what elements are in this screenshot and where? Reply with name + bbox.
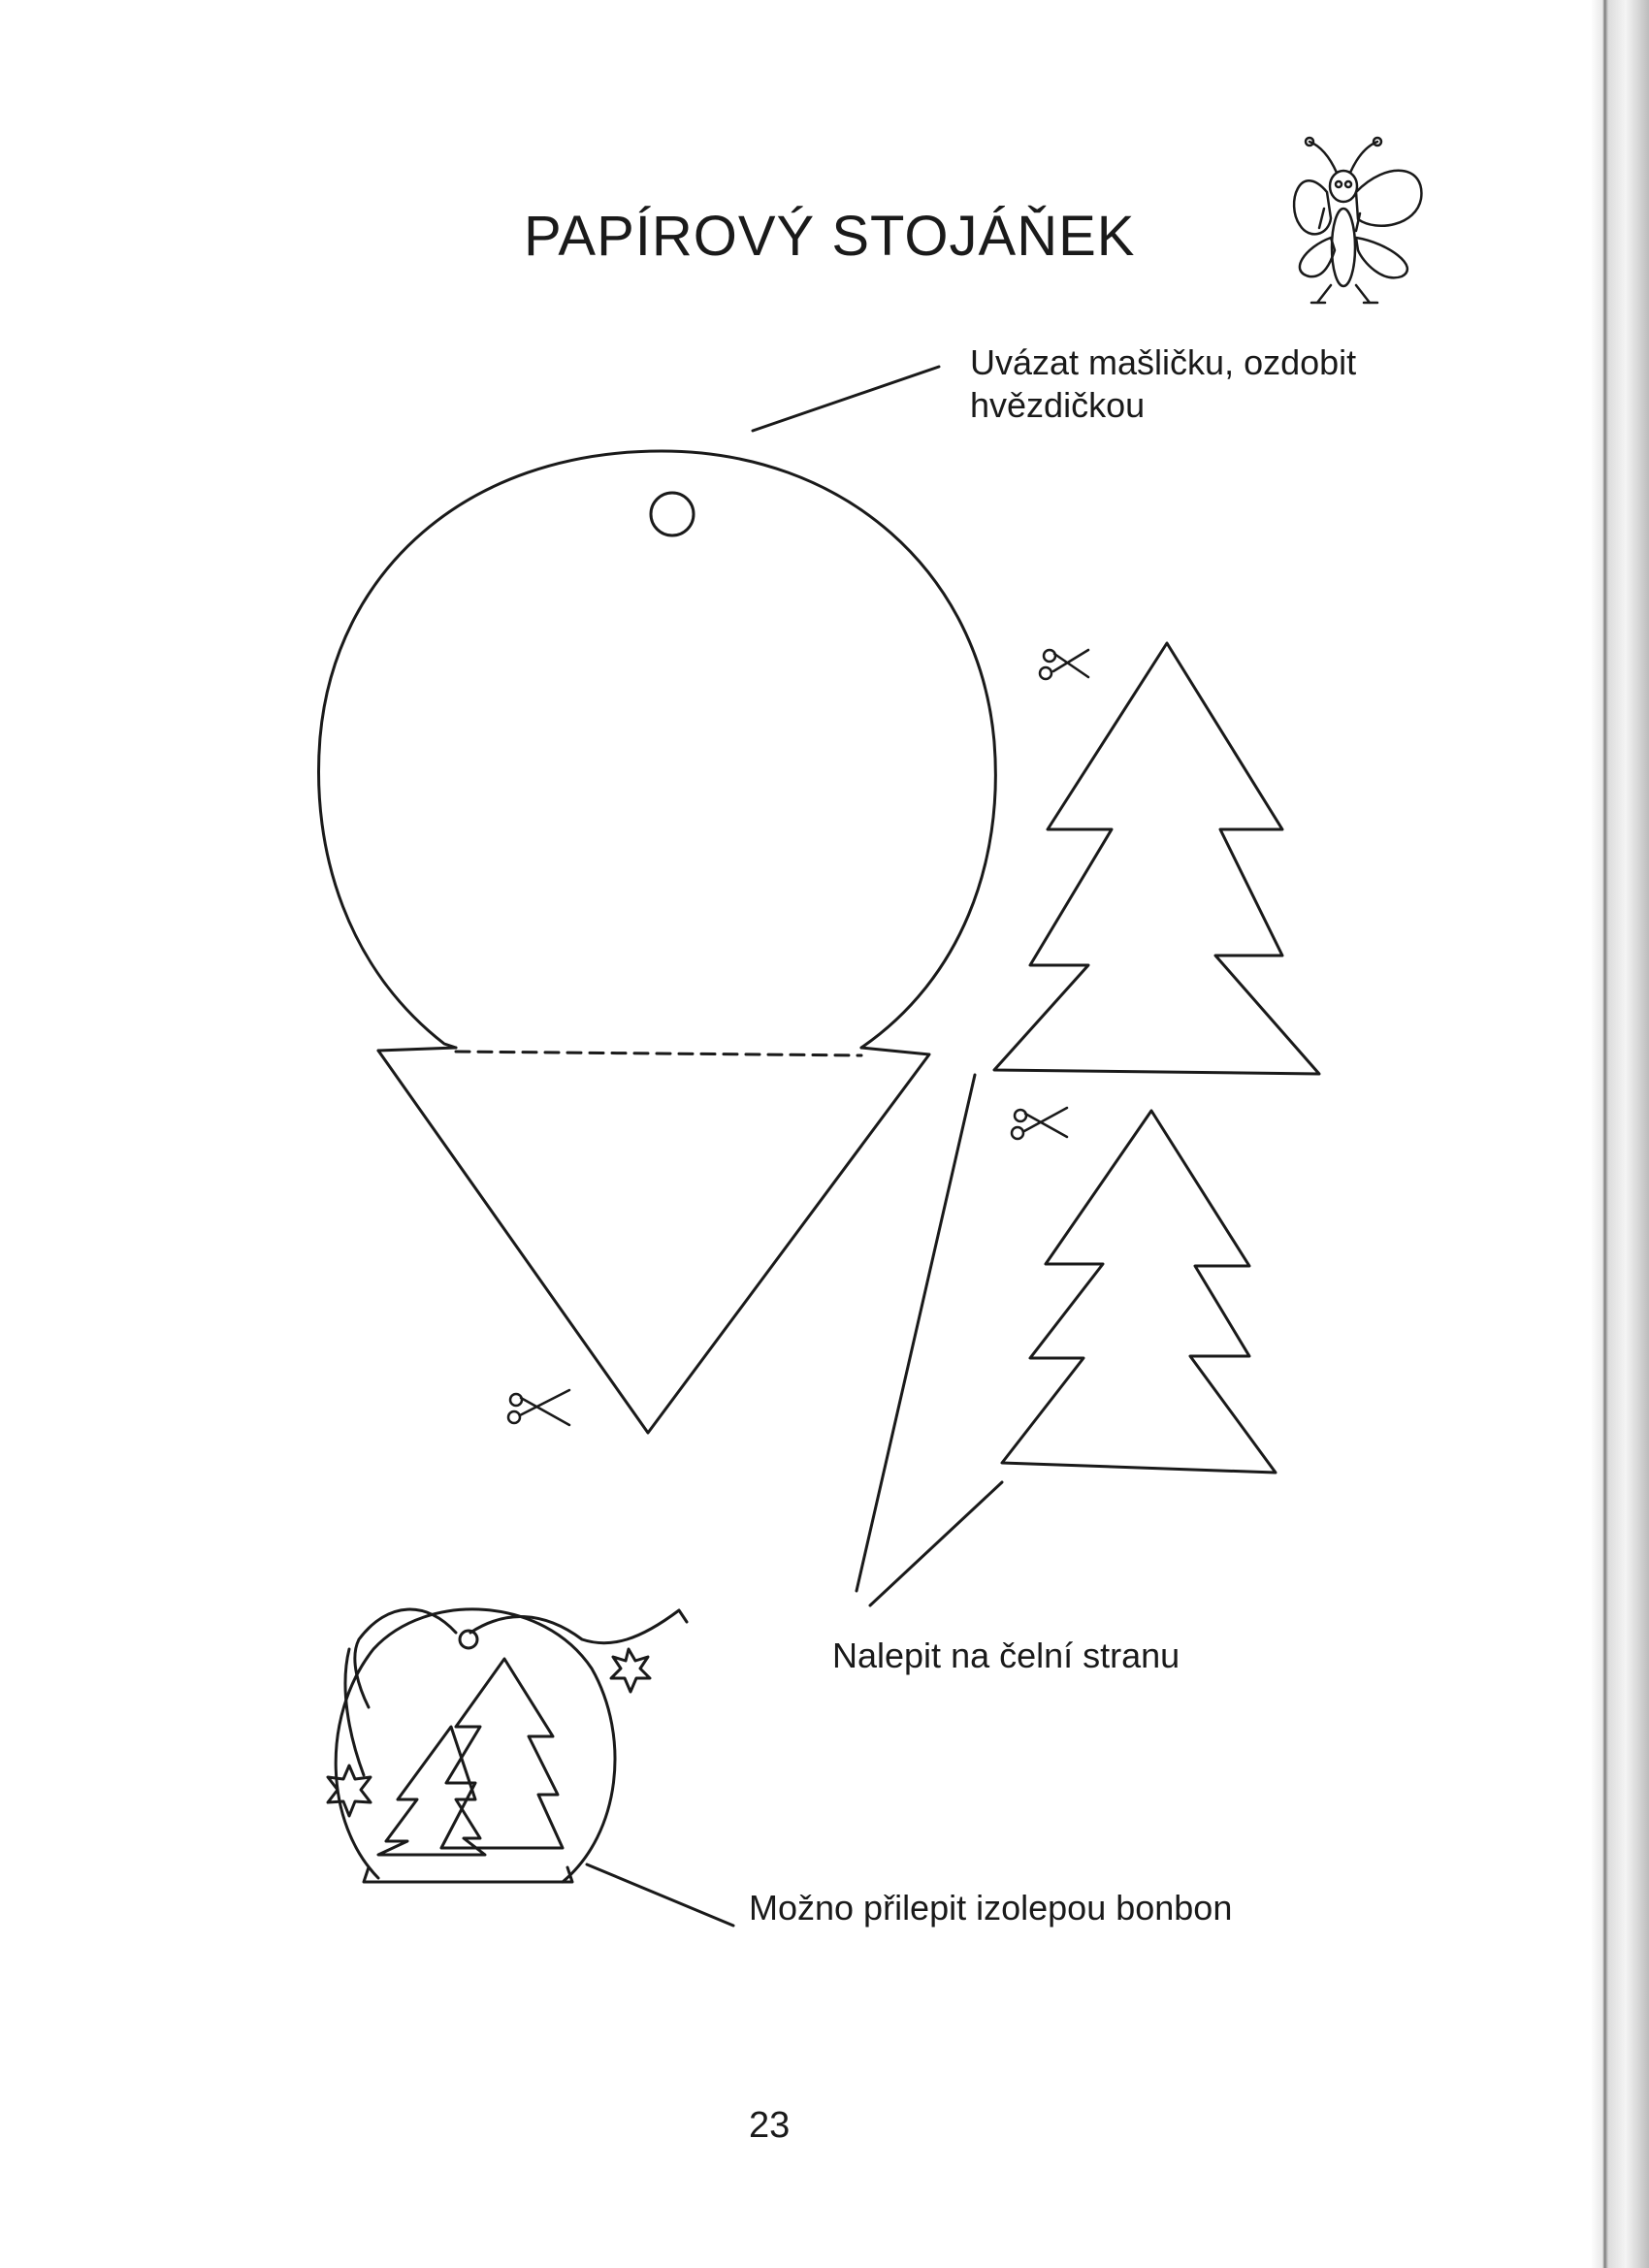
bow-instruction-line-2: hvězdičkou: [970, 385, 1146, 425]
scissors-icon: [508, 1390, 569, 1425]
candy-instruction: Možno přilepit izolepou bonbon: [749, 1888, 1233, 1928]
page-title: PAPÍROVÝ STOJÁŇEK: [524, 205, 1136, 268]
glue-instruction: Nalepit na čelní stranu: [832, 1636, 1180, 1675]
star-icon: [611, 1649, 650, 1692]
stand-template: [319, 451, 996, 1433]
fold-line: [456, 1052, 861, 1055]
scissors-icon: [1012, 1108, 1067, 1139]
page-number: 23: [749, 2105, 791, 2146]
small-tree-template: [1002, 1111, 1276, 1473]
large-tree-template: [994, 643, 1319, 1074]
butterfly-mascot-icon: [1294, 138, 1421, 303]
glue-leader-line-1: [857, 1075, 975, 1591]
finished-ornament-illustration: [328, 1609, 687, 1882]
glue-leader-line-2: [870, 1482, 1002, 1605]
bow-instruction-line-1: Uvázat mašličku, ozdobit: [970, 342, 1357, 382]
candy-leader-line: [587, 1864, 733, 1926]
ribbon-hole: [651, 493, 694, 535]
scissors-icon: [1040, 650, 1088, 679]
bow-leader-line: [753, 367, 939, 431]
